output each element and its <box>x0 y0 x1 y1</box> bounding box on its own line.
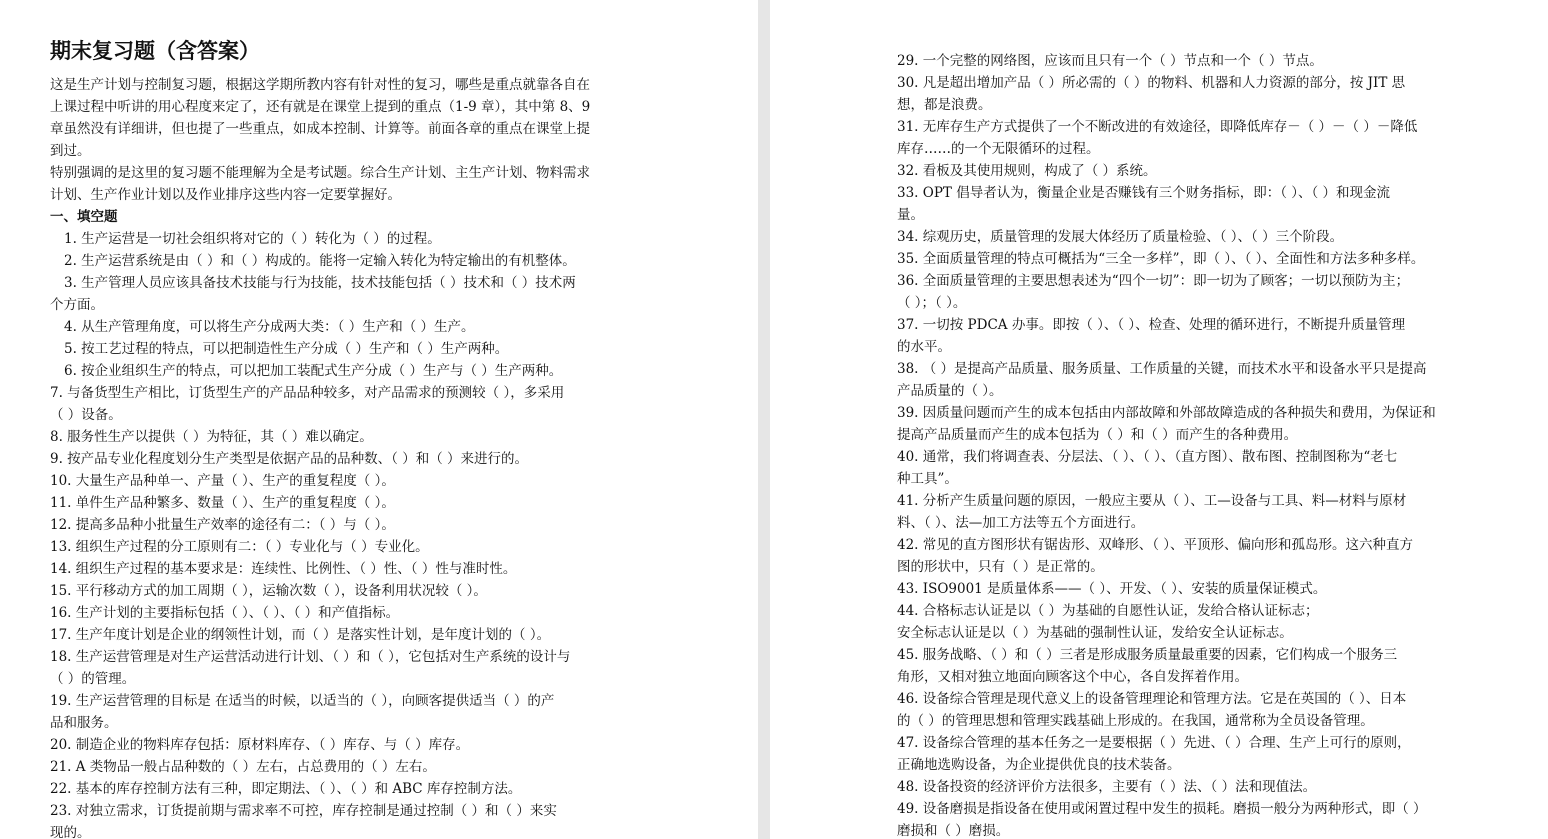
question-line: 个方面。 <box>50 297 104 313</box>
question-line: 角形，又相对独立地面向顾客这个中心，各自发挥着作用。 <box>897 669 1248 685</box>
question-line: 的（ ）的管理思想和管理实践基础上形成的。在我国，通常称为全员设备管理。 <box>897 713 1374 729</box>
question-line: 17. 生产年度计划是企业的纲领性计划，而（ ）是落实性计划，是年度计划的（ ）。 <box>50 627 551 643</box>
question-line: 32. 看板及其使用规则，构成了（ ）系统。 <box>897 163 1157 179</box>
intro-line: 章虽然没有详细讲，但也提了一些重点，如成本控制、计算等。前面各章的重点在课堂上提 <box>50 121 590 137</box>
question-line: 18. 生产运营管理是对生产运营活动进行计划、（ ）和（ ），它包括对生产系统的设计与 <box>50 649 571 665</box>
question-line: 22. 基本的库存控制方法有三种，即定期法、（ ）、（ ）和 ABC 库存控制方法。 <box>50 781 522 797</box>
question-line: 7. 与备货型生产相比，订货型生产的产品品种较多，对产品需求的预测较（ ），多采用 <box>50 385 565 401</box>
intro-block <box>50 74 758 206</box>
question-list-right <box>897 50 1548 839</box>
question-line: 42. 常见的直方图形状有锯齿形、双峰形、（ ）、平顶形、偏向形和孤岛形。这六种直方 <box>897 537 1414 553</box>
question-line: 6. 按企业组织生产的特点，可以把加工装配式生产分成（ ）生产与（ ）生产两种。 <box>64 363 563 379</box>
question-line: 品和服务。 <box>50 715 118 731</box>
question-line: 48. 设备投资的经济评价方法很多，主要有（ ）法、（ ）法和现值法。 <box>897 779 1317 795</box>
section-heading: 一、填空题 <box>50 209 118 225</box>
question-line: 16. 生产计划的主要指标包括（ ）、（ ）、（ ）和产值指标。 <box>50 605 400 621</box>
document-page-right <box>770 0 1548 839</box>
question-line: 14. 组织生产过程的基本要求是：连续性、比例性、（ ）性、（ ）性与准时性。 <box>50 561 517 577</box>
intro-line: 到过。 <box>50 143 91 159</box>
question-line: 34. 综观历史，质量管理的发展大体经历了质量检验、（ ）、（ ）三个阶段。 <box>897 229 1344 245</box>
question-line: 1. 生产运营是一切社会组织将对它的（ ）转化为（ ）的过程。 <box>64 231 441 247</box>
question-line: （ ）；（ ）。 <box>897 295 967 311</box>
intro-line: 这是生产计划与控制复习题，根据这学期所教内容有针对性的复习，哪些是重点就靠各自在 <box>50 77 590 93</box>
intro-line: 上课过程中听讲的用心程度来定了，还有就是在课堂上提到的重点（1-9 章），其中第 8、9 <box>50 99 591 115</box>
question-line: 12. 提高多品种小批量生产效率的途径有二：（ ）与（ ）。 <box>50 517 395 533</box>
page-title: 期末复习题（含答案） <box>50 38 260 63</box>
question-line: 35. 全面质量管理的特点可概括为“三全一多样”，即（ ）、（ ）、全面性和方法多种多样。 <box>897 251 1425 267</box>
question-line: 4. 从生产管理角度，可以将生产分成两大类：（ ）生产和（ ）生产。 <box>64 319 475 335</box>
question-line: 想，都是浪费。 <box>897 97 992 113</box>
question-line: （ ）设备。 <box>50 407 122 423</box>
intro-line: 特别强调的是这里的复习题不能理解为全是考试题。综合生产计划、主生产计划、物料需求 <box>50 165 590 181</box>
question-line: （ ）的管理。 <box>50 671 136 687</box>
question-line: 23. 对独立需求，订货提前期与需求率不可控，库存控制是通过控制（ ）和（ ）来实 <box>50 803 557 819</box>
question-line: 提高产品质量而产生的成本包括为（ ）和（ ）而产生的各种费用。 <box>897 427 1298 443</box>
question-line: 36. 全面质量管理的主要思想表述为“四个一切”：即一切为了顾客；一切以预防为主； <box>897 273 1410 289</box>
question-line: 产品质量的（ ）。 <box>897 383 1003 399</box>
question-line: 料、（ ）、法—加工方法等五个方面进行。 <box>897 515 1145 531</box>
question-line: 39. 因质量问题而产生的成本包括由内部故障和外部故障造成的各种损失和费用，为保证和 <box>897 405 1436 421</box>
question-line: 磨损和（ ）磨损。 <box>897 823 1010 839</box>
question-line: 图的形状中，只有（ ）是正常的。 <box>897 559 1104 575</box>
question-line: 44. 合格标志认证是以（ ）为基础的自愿性认证，发给合格认证标志； <box>897 603 1319 619</box>
question-line: 13. 组织生产过程的分工原则有二：（ ）专业化与（ ）专业化。 <box>50 539 429 555</box>
question-line: 2. 生产运营系统是由（ ）和（ ）构成的。能将一定输入转化为特定输出的有机整体。 <box>64 253 576 269</box>
question-line: 41. 分析产生质量问题的原因，一般应主要从（ ）、工—设备与工具、料—材料与原材 <box>897 493 1407 509</box>
question-line: 33. OPT 倡导者认为，衡量企业是否赚钱有三个财务指标，即：（ ）、（ ）和现金流 <box>897 185 1391 201</box>
question-line: 8. 服务性生产以提供（ ）为特征，其（ ）难以确定。 <box>50 429 373 445</box>
question-line: 3. 生产管理人员应该具备技术技能与行为技能，技术技能包括（ ）技术和（ ）技术两 <box>64 275 576 291</box>
question-line: 19. 生产运营管理的目标是 在适当的时候，以适当的（ ），向顾客提供适当（ ）的产 <box>50 693 555 709</box>
question-line: 45. 服务战略、（ ）和（ ）三者是形成服务质量最重要的因素，它们构成一个服务三 <box>897 647 1398 663</box>
question-line: 30. 凡是超出增加产品（ ）所必需的（ ）的物料、机器和人力资源的部分，按 JIT 思 <box>897 75 1406 91</box>
document-page-left <box>0 0 758 839</box>
intro-line: 计划、生产作业计划以及作业排序这些内容一定要掌握好。 <box>50 187 401 203</box>
question-line: 库存……的一个无限循环的过程。 <box>897 141 1100 157</box>
question-line: 现的。 <box>50 825 91 839</box>
question-line: 21. A 类物品一般占品种数的（ ）左右，占总费用的（ ）左右。 <box>50 759 436 775</box>
question-line: 正确地选购设备，为企业提供优良的技术装备。 <box>897 757 1181 773</box>
question-line: 15. 平行移动方式的加工周期（ ），运输次数（ ），设备利用状况较（ ）。 <box>50 583 487 599</box>
question-line: 47. 设备综合管理的基本任务之一是要根据（ ）先进、（ ）合理、生产上可行的原则， <box>897 735 1411 751</box>
question-line: 43. ISO9001 是质量体系——（ ）、开发、（ ）、安装的质量保证模式。 <box>897 581 1327 597</box>
question-line: 11. 单件生产品种繁多、数量（ ）、生产的重复程度（ ）。 <box>50 495 395 511</box>
question-line: 量。 <box>897 207 924 223</box>
question-line: 的水平。 <box>897 339 951 355</box>
question-list-left <box>50 228 758 839</box>
question-line: 40. 通常，我们将调查表、分层法、（ ）、（ ）、（直方图）、散布图、控制图称为“老七 <box>897 449 1398 465</box>
question-line: 49. 设备磨损是指设备在使用或闲置过程中发生的损耗。磨损一般分为两种形式，即（ ） <box>897 801 1427 817</box>
question-line: 29. 一个完整的网络图，应该而且只有一个（ ）节点和一个（ ）节点。 <box>897 53 1323 69</box>
question-line: 10. 大量生产品种单一、产量（ ）、生产的重复程度（ ）。 <box>50 473 395 489</box>
question-line: 38. （ ）是提高产品质量、服务质量、工作质量的关键，而技术水平和设备水平只是提高 <box>897 361 1427 377</box>
question-line: 31. 无库存生产方式提供了一个不断改进的有效途径，即降低库存－（ ）－（ ）－降低 <box>897 119 1418 135</box>
question-line: 9. 按产品专业化程度划分生产类型是依据产品的品种数、（ ）和（ ）来进行的。 <box>50 451 529 467</box>
question-line: 46. 设备综合管理是现代意义上的设备管理理论和管理方法。它是在英国的（ ）、日本 <box>897 691 1407 707</box>
question-line: 安全标志认证是以（ ）为基础的强制性认证，发给安全认证标志。 <box>897 625 1293 641</box>
question-line: 5. 按工艺过程的特点，可以把制造性生产分成（ ）生产和（ ）生产两种。 <box>64 341 509 357</box>
question-line: 种工具”。 <box>897 471 958 487</box>
question-line: 20. 制造企业的物料库存包括：原材料库存、（ ）库存、与（ ）库存。 <box>50 737 470 753</box>
question-line: 37. 一切按 PDCA 办事。即按（ ）、（ ）、检查、处理的循环进行，不断提升质量管理 <box>897 317 1406 333</box>
